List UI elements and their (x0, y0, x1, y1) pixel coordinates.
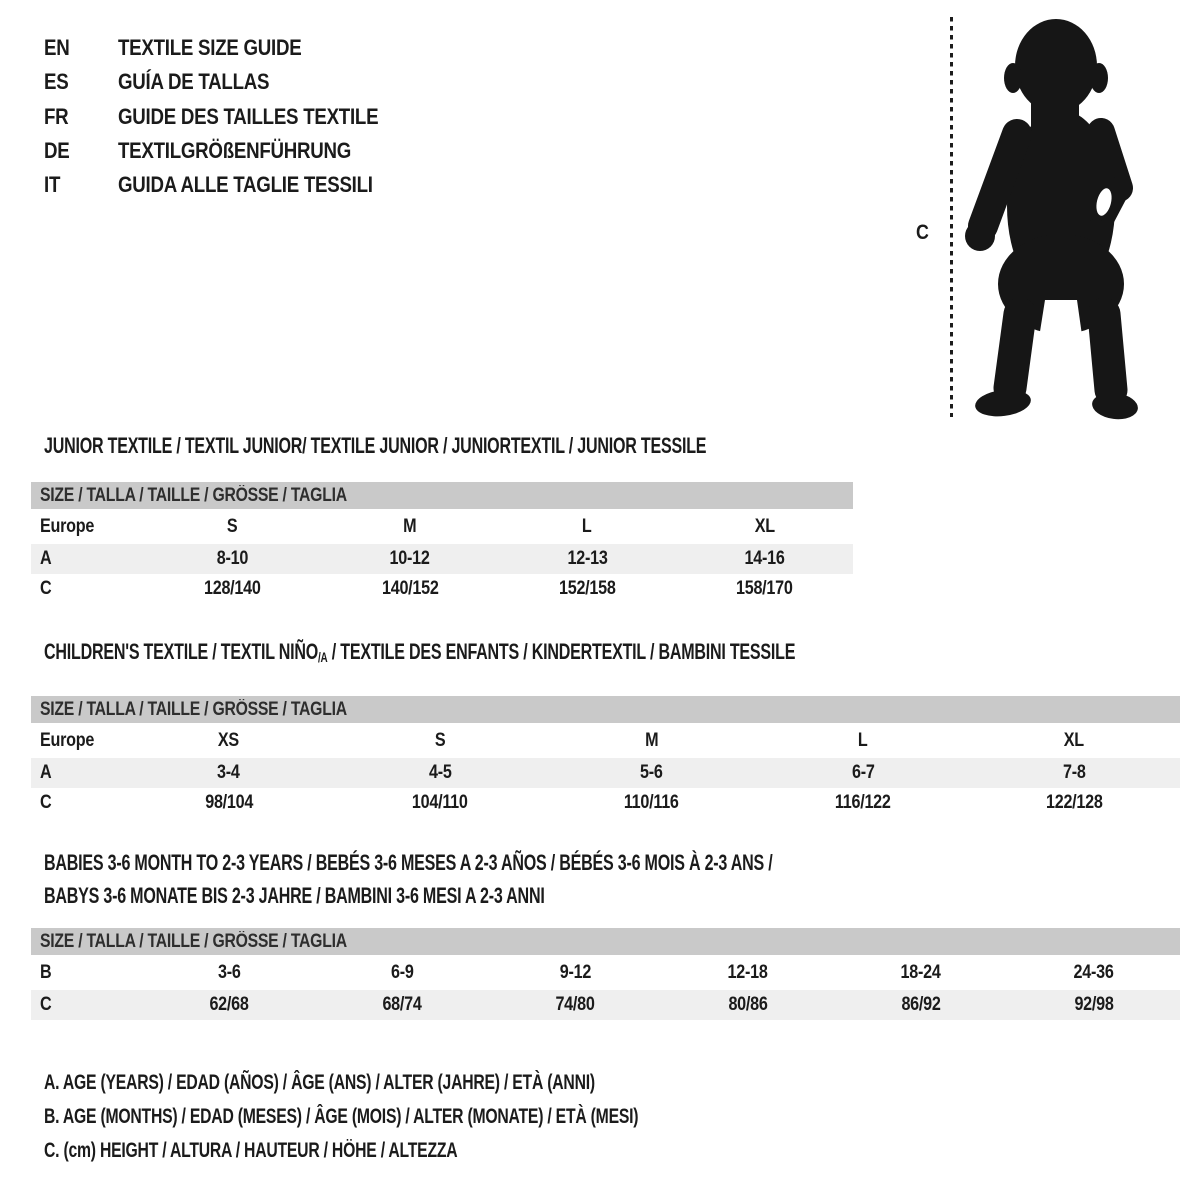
language-label: TEXTILE SIZE GUIDE (118, 35, 302, 61)
section-heading (44, 429, 853, 462)
table-cell: 122/128 (1045, 792, 1103, 813)
table-cell: 80/86 (728, 994, 768, 1015)
table-cell: 8-10 (216, 548, 249, 569)
table-cell: 62/68 (209, 994, 249, 1015)
row-label: A (40, 548, 52, 569)
table-cell: L (858, 729, 868, 751)
table-row (31, 758, 1180, 788)
table-cell: 98/104 (204, 792, 253, 813)
table-cell: 68/74 (382, 994, 422, 1015)
language-row (44, 100, 424, 134)
table-cell: 12-18 (727, 961, 768, 983)
table-cell: 6-9 (390, 961, 414, 983)
table-row (31, 990, 1180, 1020)
table-cell: 14-16 (744, 548, 785, 569)
footnote-line (44, 1134, 836, 1168)
language-code: DE (44, 138, 70, 164)
toddler-silhouette-icon (963, 16, 1143, 420)
language-label: GUIDE DES TAILLES TEXTILE (118, 103, 379, 129)
table-cell: M (644, 729, 659, 751)
table-row (31, 723, 1180, 758)
language-label: GUÍA DE TALLAS (118, 69, 270, 95)
language-code: ES (44, 69, 69, 95)
table-row (31, 509, 853, 544)
section-heading-line: JUNIOR TEXTILE / TEXTIL JUNIOR/ TEXTILE JUNIOR / JUNIORTEXTIL / JUNIOR TESSILE (44, 433, 707, 458)
row-label: C (40, 792, 52, 813)
table-cell: 18-24 (900, 961, 941, 983)
footnote-line (44, 1100, 836, 1134)
language-guide (44, 31, 424, 202)
table-cell: 86/92 (901, 994, 941, 1015)
table-row (31, 788, 1180, 818)
size-header-label: SIZE / TALLA / TAILLE / GRÖSSE / TAGLIA (40, 931, 347, 952)
language-row (44, 134, 424, 168)
table-cell: 12-13 (567, 548, 608, 569)
language-row (44, 65, 424, 99)
language-code: EN (44, 35, 70, 61)
table-cell: S (227, 515, 238, 537)
table-cell: 158/170 (736, 578, 793, 599)
size-header-label: SIZE / TALLA / TAILLE / GRÖSSE / TAGLIA (40, 485, 347, 506)
table-cell: 104/110 (412, 792, 468, 813)
table-cell: 7-8 (1062, 762, 1086, 783)
footnote-text: C. (cm) HEIGHT / ALTURA / HAUTEUR / HÖHE / ALTEZZA (44, 1139, 458, 1162)
section-heading-line: BABYS 3-6 MONATE BIS 2-3 JAHRE / BAMBINI 3-6 MESI A 2-3 ANNI (44, 883, 545, 908)
table-cell: 9-12 (559, 961, 591, 983)
table-row (31, 574, 853, 604)
table-cell: 110/116 (624, 792, 679, 813)
table-cell: 92/98 (1074, 994, 1114, 1015)
table-cell: 4-5 (428, 762, 452, 783)
table-row (31, 544, 853, 574)
table-cell: 140/152 (381, 578, 439, 599)
language-label: TEXTILGRÖßENFÜHRUNG (118, 138, 352, 164)
size-header-label: SIZE / TALLA / TAILLE / GRÖSSE / TAGLIA (40, 699, 347, 720)
row-label: A (40, 762, 52, 783)
table-cell: M (403, 515, 417, 537)
table-cell: S (434, 729, 446, 751)
section-heading-line: CHILDREN'S TEXTILE / TEXTIL $NIÑO_{/A}$ / TEXTILE DES ENFANTS / KINDERTEXTIL / BAMBINI TESSILE (44, 639, 796, 665)
table-cell: 5-6 (640, 762, 663, 783)
row-label: C (40, 578, 52, 599)
table-cell: 6-7 (851, 762, 875, 783)
size-header-bar (31, 928, 1180, 955)
table-cell: 10-12 (389, 548, 430, 569)
footnote-line (44, 1066, 836, 1100)
table-cell: 116/122 (835, 792, 891, 813)
height-measure-line (950, 17, 953, 417)
language-label: GUIDA ALLE TAGLIE TESSILI (118, 172, 373, 198)
table-cell: XS (218, 729, 240, 751)
footnote-text: A. AGE (YEARS) / EDAD (AÑOS) / ÂGE (ANS) / ALTER (JAHRE) / ETÀ (ANNI) (44, 1071, 595, 1094)
section-childrens-textile (31, 635, 1180, 818)
language-code: IT (44, 172, 61, 198)
section-heading-line: BABIES 3-6 MONTH TO 2-3 YEARS / BEBÉS 3-6 MESES A 2-3 AÑOS / BÉBÉS 3-6 MOIS À 2-3 ANS / (44, 850, 773, 875)
table-cell: 74/80 (555, 994, 595, 1015)
row-label: C (40, 994, 52, 1015)
language-row (44, 31, 424, 65)
table-cell: 152/158 (558, 578, 616, 599)
table-cell: XL (1064, 729, 1085, 751)
table-row (31, 955, 1180, 990)
table-cell: L (582, 515, 592, 537)
table-cell: 24-36 (1073, 961, 1114, 983)
footnote-text: B. AGE (MONTHS) / EDAD (MESES) / ÂGE (MOIS) / ALTER (MONATE) / ETÀ (MESI) (44, 1105, 639, 1128)
section-junior-textile (31, 429, 853, 604)
section-heading (44, 846, 1180, 912)
table-cell: 3-4 (217, 762, 240, 783)
row-label: Europe (40, 729, 95, 751)
section-heading (44, 635, 1180, 674)
table-cell: 3-6 (218, 961, 241, 983)
row-label: B (40, 961, 52, 983)
row-label: Europe (40, 515, 95, 537)
table-cell: 128/140 (204, 578, 261, 599)
size-header-bar (31, 696, 1180, 723)
height-measure-label: C (916, 221, 929, 244)
section-babies-textile (31, 846, 1180, 1020)
footnotes (44, 1066, 836, 1168)
size-header-bar (31, 482, 853, 509)
language-row (44, 168, 424, 202)
table-cell: XL (754, 515, 775, 537)
language-code: FR (44, 103, 69, 129)
